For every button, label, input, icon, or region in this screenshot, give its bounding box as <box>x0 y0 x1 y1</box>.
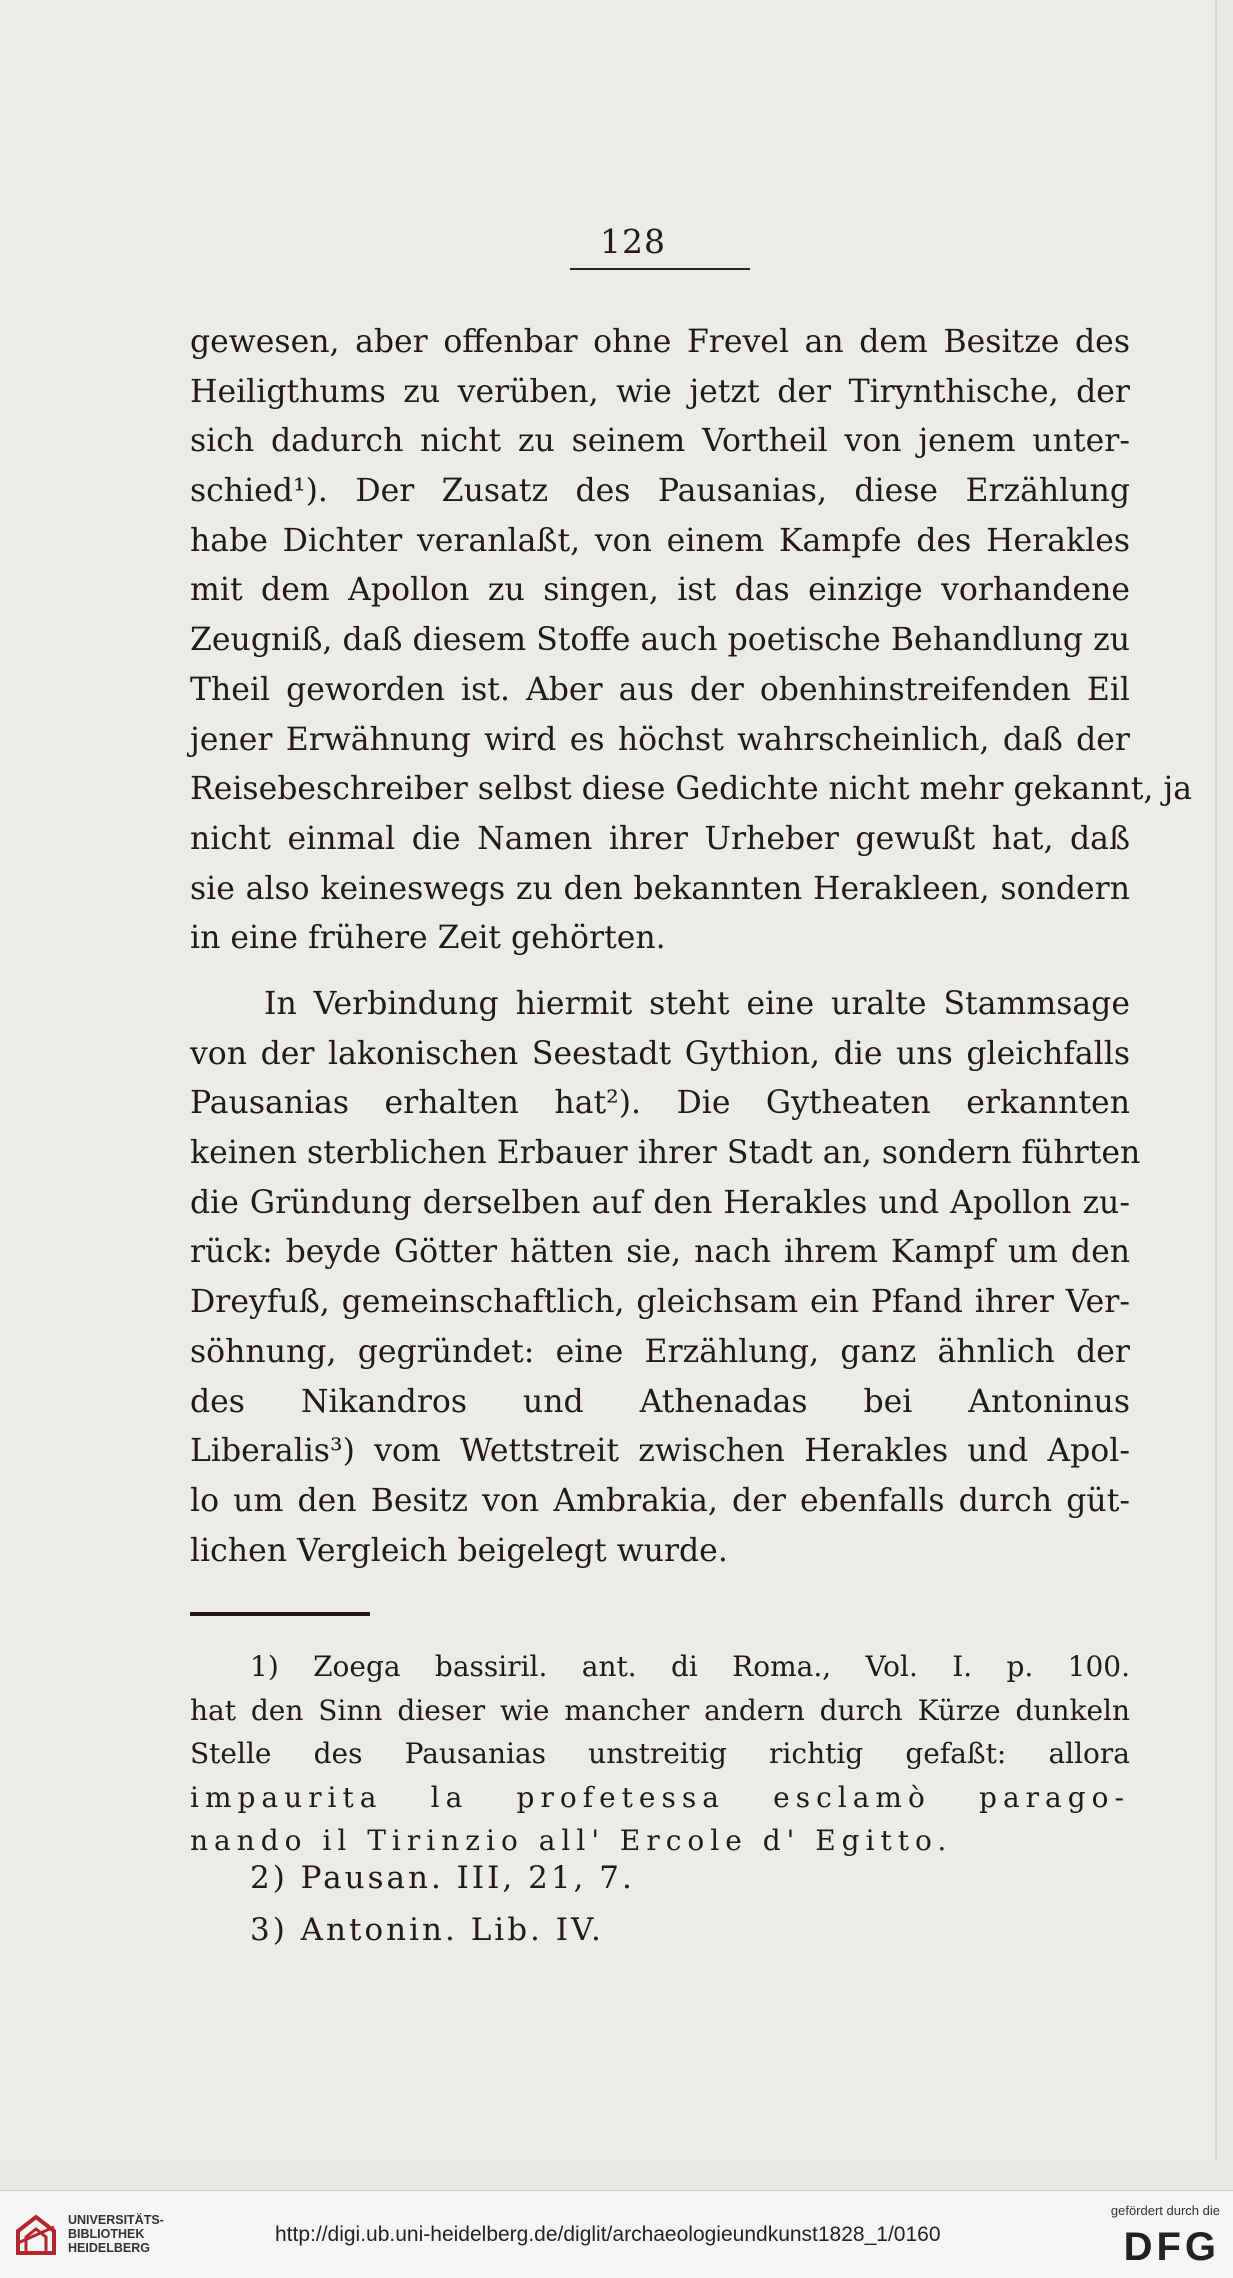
footnote-line: 1) Zoega bassiril. ant. di Roma., Vol. I. p. 100. <box>250 1650 1130 1683</box>
library-name-line: UNIVERSITÄTS- <box>68 2213 164 2227</box>
text-line: sie also keineswegs zu den bekannten Herakleen, sondern <box>190 870 1130 907</box>
ub-heidelberg-logo-icon[interactable] <box>14 2213 58 2257</box>
footnote-rule <box>190 1612 370 1616</box>
footnote-line: Stelle des Pausanias unstreitig richtig gefaßt: allora <box>190 1737 1130 1770</box>
permalink[interactable]: http://digi.ub.uni-heidelberg.de/diglit/archaeologieundkunst1828_1/0160 <box>275 2223 941 2246</box>
library-name-line: BIBLIOTHEK <box>68 2227 145 2241</box>
dfg-logo-icon[interactable]: DFG <box>1123 2225 1220 2269</box>
text-line: Pausanias erhalten hat²). Die Gytheaten erkannten <box>190 1085 1130 1122</box>
text-line: Reisebeschreiber selbst diese Gedichte nicht mehr gekannt, ja <box>190 771 1192 808</box>
footnote-line: impaurita la profetessa esclamò parago- <box>190 1780 1130 1814</box>
text-line: keinen sterblichen Erbauer ihrer Stadt an, sondern führten <box>190 1135 1141 1172</box>
text-line: Dreyfuß, gemeinschaftlich, gleichsam ein Pfand ihrer Ver- <box>190 1284 1130 1321</box>
footnote-1 <box>190 1645 1130 1863</box>
text-line: söhnung, gegründet: eine Erzählung, ganz ähnlich der <box>190 1333 1130 1370</box>
text-line: rück: beyde Götter hätten sie, nach ihrem Kampf um den <box>190 1234 1130 1271</box>
text-line: Heiligthums zu verüben, wie jetzt der Tirynthische, der <box>190 373 1130 410</box>
text-line: habe Dichter veranlaßt, von einem Kampfe des Herakles <box>190 522 1130 559</box>
text-line: mit dem Apollon zu singen, ist das einzige vorhandene <box>190 572 1130 609</box>
viewer-footer <box>0 2190 1233 2278</box>
page-number: 128 <box>600 222 666 261</box>
library-name-line: HEIDELBERG <box>68 2241 150 2255</box>
text-line: Theil geworden ist. Aber aus der obenhinstreifenden Eil <box>190 671 1130 708</box>
text-line: des Nikandros und Athenadas bei Antoninus <box>190 1383 1130 1420</box>
footnote-2: 2) Pausan. III, 21, 7. <box>250 1860 635 1896</box>
text-line: lo um den Besitz von Ambrakia, der ebenfalls durch güt- <box>190 1482 1130 1519</box>
footnote-3: 3) Antonin. Lib. IV. <box>250 1912 604 1948</box>
paragraph-2 <box>190 980 1141 1576</box>
text-line: Liberalis³) vom Wettstreit zwischen Herakles und Apol- <box>190 1433 1130 1470</box>
text-line: Zeugniß, daß diesem Stoffe auch poetische Behandlung zu <box>190 622 1130 659</box>
text-line: sich dadurch nicht zu seinem Vortheil von jenem unter- <box>190 423 1130 460</box>
funding-label: gefördert durch die <box>1110 2203 1220 2218</box>
text-line: jener Erwähnung wird es höchst wahrscheinlich, daß der <box>190 721 1130 758</box>
text-line: In Verbindung hiermit steht eine uralte Stammsage <box>264 986 1130 1022</box>
paragraph-1 <box>190 318 1192 964</box>
text-line: lichen Vergleich beigelegt wurde. <box>190 1532 728 1569</box>
footnote-line: hat den Sinn dieser wie mancher andern durch Kürze dunkeln <box>190 1693 1130 1727</box>
text-line: gewesen, aber offenbar ohne Frevel an dem Besitze des <box>190 324 1130 360</box>
text-line: schied¹). Der Zusatz des Pausanias, diese Erzählung <box>190 473 1130 510</box>
library-name <box>68 2213 164 2255</box>
header-rule <box>570 268 750 270</box>
footnote-line: nando il Tirinzio all' Ercole d' Egitto. <box>190 1824 953 1857</box>
text-line: in eine frühere Zeit gehörten. <box>190 920 666 957</box>
text-line: die Gründung derselben auf den Herakles und Apollon zu- <box>190 1184 1130 1221</box>
text-line: nicht einmal die Namen ihrer Urheber gewußt hat, daß <box>190 820 1130 857</box>
text-line: von der lakonischen Seestadt Gythion, die uns gleichfalls <box>190 1035 1130 1072</box>
